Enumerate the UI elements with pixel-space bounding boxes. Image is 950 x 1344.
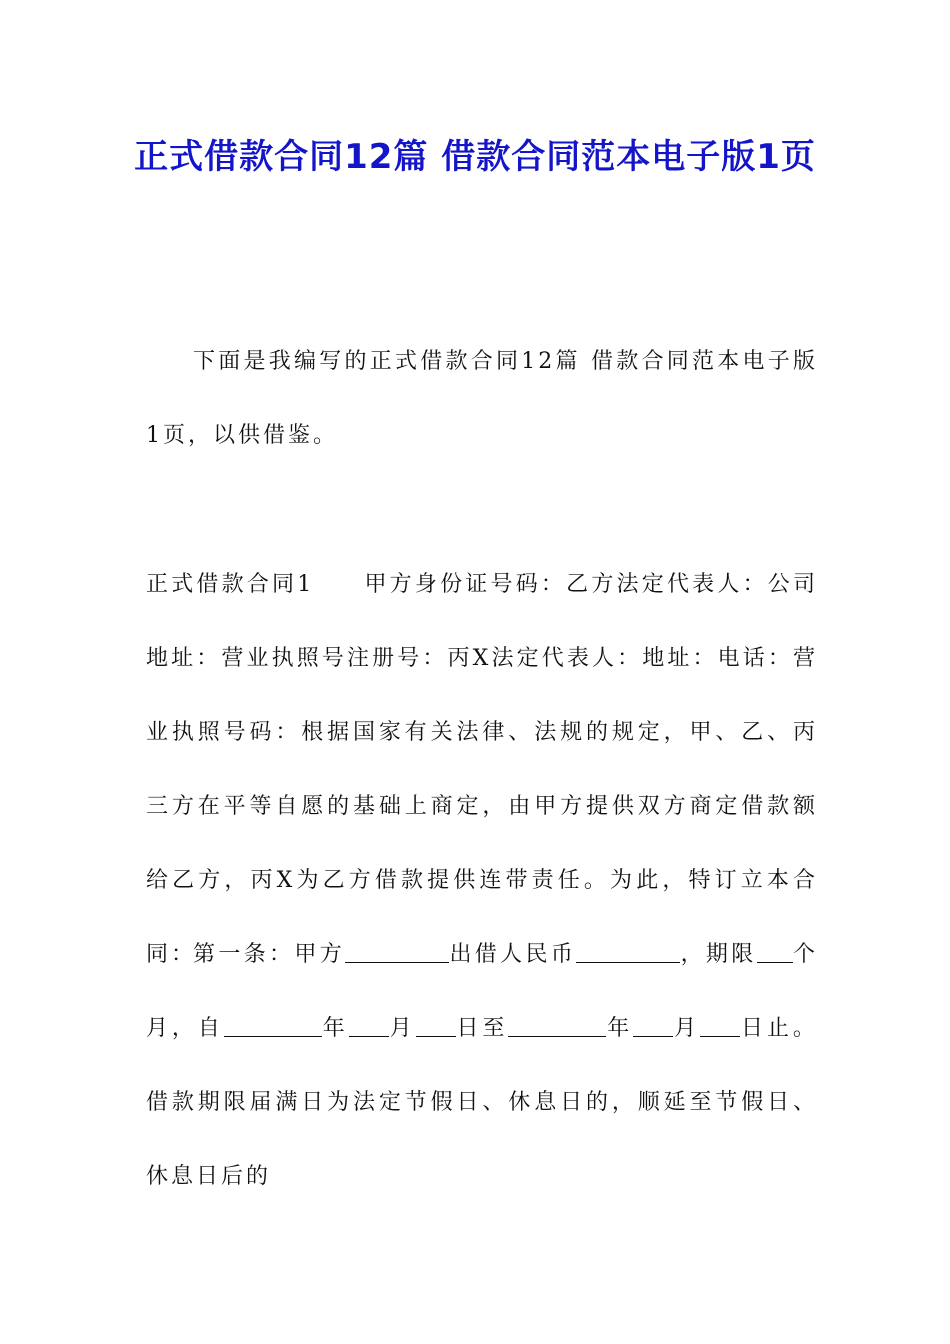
- article-1-lend-text: 出借人民币: [449, 942, 577, 967]
- start-month-blank: [349, 1016, 389, 1037]
- article-1-prefix: 第一条：甲方: [193, 942, 346, 967]
- article-1-term-text: ，期限: [680, 942, 757, 967]
- start-month-label: 月: [388, 1016, 416, 1041]
- end-day-blank: [700, 1016, 740, 1037]
- heading-gap: [314, 572, 364, 597]
- article-1-paragraph: [146, 918, 818, 1214]
- term-months-blank: [757, 942, 793, 963]
- article-1-tail: 借款期限届满日为法定节假日、休息日的，顺延至节假日、休息日后的: [146, 1090, 818, 1189]
- end-day-label: 日止。: [740, 1016, 818, 1041]
- contract-preamble: 甲方身份证号码：乙方法定代表人：公司地址：营业执照号注册号：丙X法定代表人：地址：电话：营业执照号码：根据国家有关法律、法规的规定，甲、乙、丙三方在平等自愿的基础上商定，由甲方提供双方商定借款额给乙方，丙X为乙方借款提供连带责任。为此，特订立本合同：: [146, 572, 818, 967]
- lender-name-blank: [345, 942, 449, 963]
- start-year-label: 年: [321, 1016, 349, 1041]
- end-month-label: 月: [673, 1016, 701, 1041]
- loan-amount-blank: [576, 942, 680, 963]
- start-day-label: 日至: [455, 1016, 509, 1041]
- intro-paragraph: 下面是我编写的正式借款合同12篇 借款合同范本电子版1页，以供借鉴。: [146, 349, 818, 448]
- article-1-months-from: 个月，自: [146, 942, 818, 1041]
- end-year-label: 年: [606, 1016, 634, 1041]
- contract-heading: 正式借款合同1: [146, 572, 315, 597]
- start-year-blank: [224, 1016, 322, 1037]
- end-year-blank: [508, 1016, 606, 1037]
- start-day-blank: [416, 1016, 456, 1037]
- document-title: 正式借款合同12篇 借款合同范本电子版1页: [134, 137, 816, 177]
- end-month-blank: [633, 1016, 673, 1037]
